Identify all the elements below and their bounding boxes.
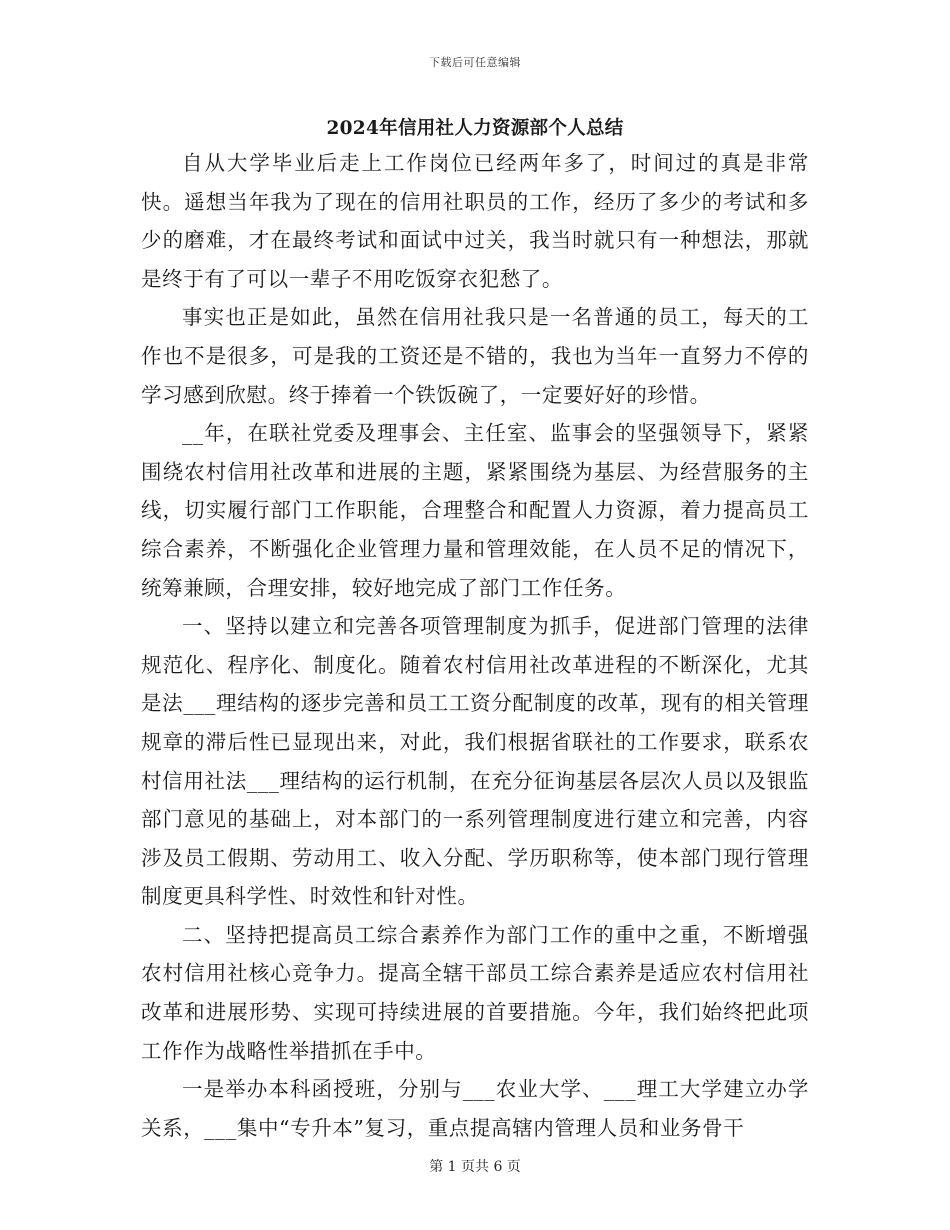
document-body — [141, 144, 809, 1147]
paragraph: 一是举办本科函授班，分别与___农业大学、___理工大学建立办学关系，___集中“专升本”复习，重点提高辖内管理人员和业务骨干 — [141, 1077, 809, 1140]
header-note: 下载后可任意编辑 — [429, 56, 521, 69]
paragraph: __年，在联社党委及理事会、主任室、监事会的坚强领导下，紧紧围绕农村信用社改革和进展的主题，紧紧围绕为基层、为经营服务的主线，切实履行部门工作职能，合理整合和配置人力资源，着力提高员工综合素养，不断强化企业管理力量和管理效能，在人员不足的情况下，统筹兼顾，合理安排，较好地完成了部门工作任务。 — [141, 421, 809, 600]
document-title: 2024年信用社人力资源部个人总结 — [326, 118, 624, 139]
paragraph: 一、坚持以建立和完善各项管理制度为抓手，促进部门管理的法律规范化、程序化、制度化。随着农村信用社改革进程的不断深化，尤其是法___理结构的逐步完善和员工工资分配制度的改革，现有的相关管理规章的滞后性已显现出来，对此，我们根据省联社的工作要求，联系农村信用社法___理结构的运行机制，在充分征询基层各层次人员以及银监部门意见的基础上，对本部门的一系列管理制度进行建立和完善，内容涉及员工假期、劳动用工、收入分配、学历职称等，使本部门现行管理制度更具科学性、时效性和针对性。 — [141, 614, 809, 909]
paragraph: 事实也正是如此，虽然在信用社我只是一名普通的员工，每天的工作也不是很多，可是我的工资还是不错的，我也为当年一直努力不停的学习感到欣慰。终于捧着一个铁饭碗了，一定要好好的珍惜。 — [141, 305, 809, 407]
paragraph: 二、坚持把提高员工综合素养作为部门工作的重中之重，不断增强农村信用社核心竞争力。提高全辖干部员工综合素养是适应农村信用社改革和进展形势、实现可持续进展的首要措施。今年，我们始终把此项工作作为战略性举措抓在手中。 — [141, 922, 809, 1063]
paragraph: 自从大学毕业后走上工作岗位已经两年多了，时间过的真是非常快。遥想当年我为了现在的信用社职员的工作，经历了多少的考试和多少的磨难，才在最终考试和面试中过关，我当时就只有一种想法，那就是终于有了可以一辈子不用吃饭穿衣犯愁了。 — [141, 151, 809, 291]
page-number: 第 1 页共 6 页 — [429, 1159, 521, 1175]
